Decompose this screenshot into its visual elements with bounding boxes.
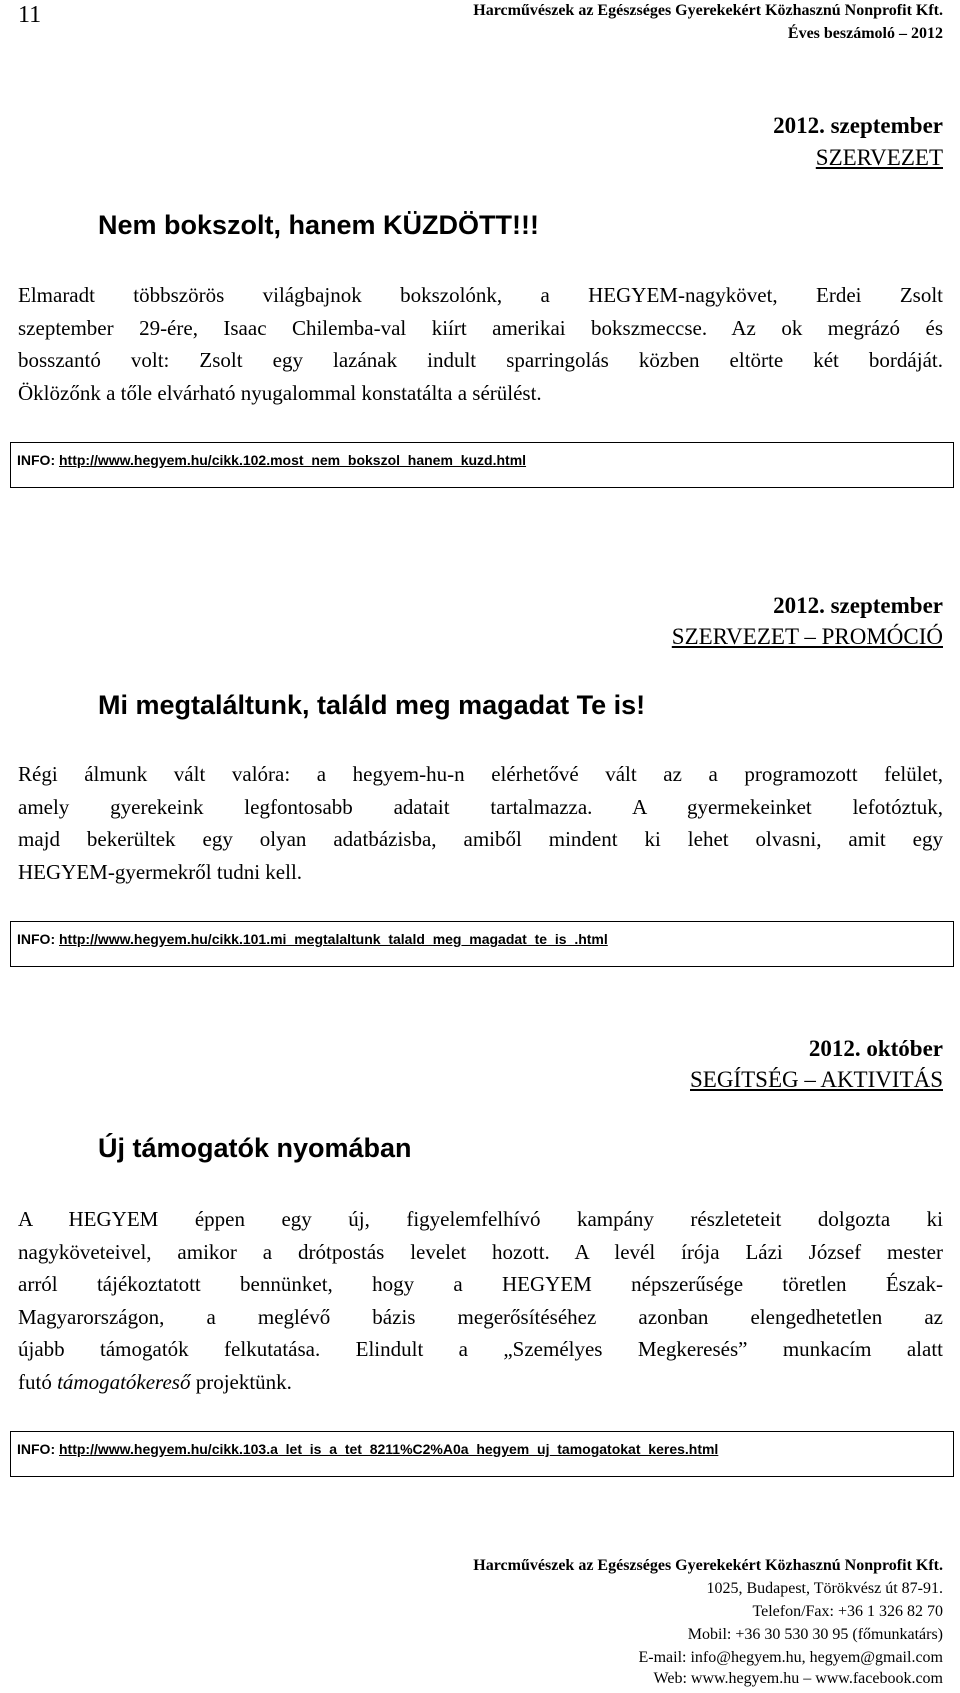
footer-email: E-mail: info@hegyem.hu, hegyem@gmail.com: [638, 1649, 943, 1666]
article-2-line-4: HEGYEM-gyermekről tudni kell.: [18, 859, 303, 884]
article-2-line-1: Régi álmunk vált valóra: a hegyem-hu-n elérhetővé vált az a programozott felület,: [18, 762, 943, 786]
article-2-category: SZERVEZET – PROMÓCIÓ: [671, 624, 943, 649]
article-3-line-6-italic: támogatókereső: [57, 1369, 191, 1394]
article-1-body: [18, 279, 943, 409]
footer-phone: Telefon/Fax: +36 1 326 82 70: [752, 1603, 943, 1620]
article-2-line-3: majd bekerültek egy olyan adatbázisba, amiből mindent ki lehet olvasni, amit egy: [18, 827, 943, 852]
article-1-category: SZERVEZET: [815, 145, 943, 170]
article-1-line-2: szeptember 29-ére, Isaac Chilemba-val kiírt amerikai bokszmeccse. Az ok megrázó és: [18, 315, 943, 340]
article-1-info-link[interactable]: http://www.hegyem.hu/cikk.102.most_nem_bokszol_hanem_kuzd.html: [59, 452, 527, 468]
article-1-line-4: Öklözőnk a tőle elvárható nyugalommal konstatálta a sérülést.: [18, 380, 542, 405]
article-1-date: 2012. szeptember: [773, 113, 943, 138]
article-3-line-6: [18, 1366, 943, 1399]
article-3-line-5: újabb támogatók felkutatása. Elindult a „Személyes Megkeresés” munkacím alatt: [18, 1337, 943, 1362]
page-number: 11: [18, 2, 42, 28]
article-2-headline: Mi megtaláltunk, találd meg magadat Te is!: [98, 690, 646, 720]
footer-mobile: Mobil: +36 30 530 30 95 (főmunkatárs): [687, 1626, 943, 1643]
article-2-date: 2012. szeptember: [773, 593, 943, 618]
article-1-line-3: bosszantó volt: Zsolt egy lazának indult sparringolás közben eltörte két bordáját.: [18, 348, 943, 373]
article-2-info-box: [10, 921, 954, 967]
footer-web: Web: www.hegyem.hu – www.facebook.com: [653, 1670, 943, 1687]
article-3-info-label: INFO:: [17, 1441, 56, 1457]
article-3-info-box: [10, 1431, 954, 1477]
article-1-headline: Nem bokszolt, hanem KÜZDÖTT!!!: [98, 210, 540, 240]
article-3-line-1: A HEGYEM éppen egy új, figyelemfelhívó kampány részleteteit dolgozta ki: [18, 1207, 943, 1231]
article-2-info-link[interactable]: http://www.hegyem.hu/cikk.101.mi_megtalaltunk_talald_meg_magadat_te_is_.html: [59, 931, 608, 947]
article-3-headline: Új támogatók nyomában: [98, 1133, 412, 1163]
article-1-info-box: [10, 442, 954, 488]
article-3-line-2: nagyköveteivel, amikor a drótpostás levelet hozott. A levél írója Lázi József mester: [18, 1239, 943, 1264]
footer-address: 1025, Budapest, Törökvész út 87-91.: [706, 1580, 943, 1597]
article-3-info-link[interactable]: http://www.hegyem.hu/cikk.103.a_let_is_a_tet_8211%C2%A0a_hegyem_uj_tamogatokat_keres.html: [59, 1441, 719, 1457]
article-3-line-6-prefix: futó: [18, 1369, 58, 1394]
article-3-date: 2012. október: [808, 1036, 943, 1061]
article-2-info-label: INFO:: [17, 931, 56, 947]
article-3-category: SEGÍTSÉG – AKTIVITÁS: [690, 1067, 943, 1092]
article-1-line-1: Elmaradt többszörös világbajnok bokszolónk, a HEGYEM-nagykövet, Erdei Zsolt: [18, 283, 943, 307]
article-3-line-4: Magyarországon, a meglévő bázis megerősítéséhez azonban elengedhetetlen az: [18, 1304, 943, 1329]
article-2-body: [18, 758, 943, 888]
article-3-line-3: arról tájékoztatott bennünket, hogy a HEGYEM népszerűsége töretlen Észak-: [18, 1272, 943, 1297]
article-2-line-2: amely gyerekeink legfontosabb adatait tartalmazza. A gyermekeinket lefotóztuk,: [18, 794, 943, 819]
article-3-body: [18, 1203, 943, 1399]
article-3-line-6-suffix: projektünk.: [190, 1369, 292, 1394]
header-org-name: Harcművészek az Egészséges Gyerekekért Közhasznú Nonprofit Kft.: [473, 2, 943, 19]
article-1-info-label: INFO:: [17, 452, 56, 468]
header-report-title: Éves beszámoló – 2012: [787, 25, 943, 42]
footer-org-name: Harcművészek az Egészséges Gyerekekért Közhasznú Nonprofit Kft.: [473, 1557, 943, 1574]
